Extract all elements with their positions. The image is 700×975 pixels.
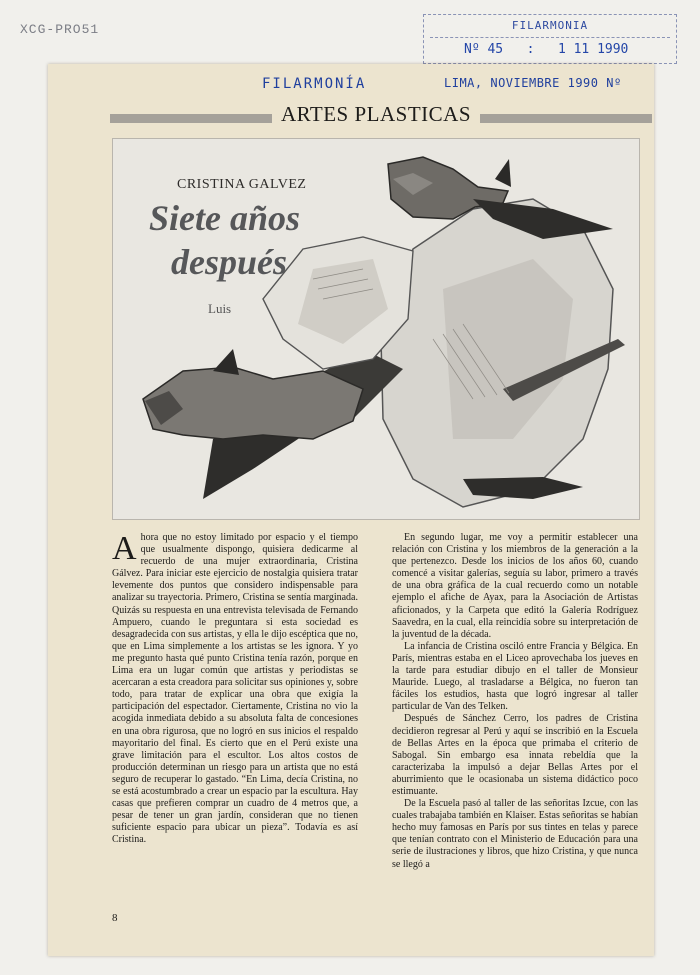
archive-stamp [423,14,677,64]
article-column-left [112,532,358,892]
artist-name: CRISTINA GALVEZ [177,177,307,192]
handwritten-place-date: LIMA, NOVIEMBRE 1990 Nº [444,76,622,90]
page-number: 8 [112,912,118,924]
paragraph: De la Escuela pasó al taller de las señoritas Izcue, con las cuales trabajaba también en Klaiser. Estas señoritas se habían hecho muy famosas en París por sus tintes en telas y parece que tenían contrato con el Ministerio de Educación para una serie de ilustraciones y libros, que hizo Cristina, y que nunca se llegó a [392,798,638,870]
paragraph: Después de Sánchez Cerro, los padres de Cristina decidieron regresar al Perú y aquí se inscribió en la Escuela de Bellas Artes en la época que primaba el criterio de Sabogal. Sin embargo esa innata rebeldía que la caracterizaba la impulsó a dejar Bellas Artes por el aburrimiento que le ocasionaba un sistema didáctico poco estimuante. [392,713,638,797]
paragraph: La infancia de Cristina osciló entre Francia y Bélgica. En París, mientras estaba en el Liceo aprovechaba los jueves en la tarde para estudiar dibujo en el taller de Monsieur Mauride. Luego, al trasladarse a Bélgica, no fueron tan fáciles los estudios, hasta que logró ingresar al taller particular de Van des Telken. [392,640,638,713]
handwritten-publication: FILARMONÍA [262,76,367,92]
stamp-values [464,42,628,57]
article-title-line1: Siete años [149,198,301,238]
stamp-publication: FILARMONIA [511,19,589,32]
archive-code: XCG-PRO51 [20,22,100,37]
stamp-separator: : [526,42,535,57]
paragraph-text: hora que no estoy limitado por espacio y el tiempo que usualmente dispongo, quisiera dedicarme al recuerdo de una mujer extraordinaria, Cristina Gálvez. Para iniciar este ejercicio de nostalgia quisiera tratar levemente dos puntos que considero indispensable para analizar su trayectoria. Primero, Cristina se sentía marginada. Quizás su respuesta en una entrevista televisada de Fernando Ampuero, cuando le preguntara si esta sociedad es desagradecida con sus artistas, y ella le dijo escéptica que no, que en Lima simplemente a los artistas se les ignora. Y yo me pregunto hasta qué punto Cristina tenía razón, porque en Lima era un lugar común que artistas y periodistas se acercaran a esta creadora para solicitar sus opiniones y, sobre todo, para tratar de explicar una obra que exigía la participación del espectador. Ciertamente, Cristina no vio la acogida inmediata debido a su absoluta falta de concesiones en una obra rigurosa, que no logró en sus inicios el respaldo mayoritario del final. Es cierto que en el Perú existe una grave limitación para el escultor. Los altos costos de producción determinan un riesgo para un artista que no está seguro de recuperar lo gastado. “En Lima, decía Cristina, no se está acostumbrado a crear un espacio par la escultura. Hay casas que prefieren comprar un cuadro de 4 metros que, a pesar de tener un gran jardín, consideran que no tienen suficiente espacio para ubicar un pieza”. Todavía es así Cristina. [112,532,358,846]
stamp-divider [430,37,670,38]
sculpture-illustration [112,138,640,520]
section-rule-left [110,114,272,123]
section-rule-right [480,114,652,123]
drop-cap: A [112,532,137,567]
stamp-date: 1 11 1990 [557,42,629,57]
stamp-issue: Nº 45 [464,42,504,57]
article-title-line2: después [171,242,287,282]
section-heading: ARTES PLASTICAS [280,102,472,126]
paragraph [112,532,358,846]
horse-rider-drawing [113,139,639,519]
magazine-page [48,64,654,956]
article-column-right [392,532,638,892]
paragraph: En segundo lugar, me voy a permitir establecer una relación con Cristina y los miembros de la generación a la que pertenezco. Desde los inicios de los años 60, cuando comencé a visitar galerías, seguía su labor, primero a través de una obra gráfica de la cual recuerdo como un notable ejemplo el afiche de Ayax, para la Asociación de Artistas aficionados, y la Carpeta que editó la Galería Rodríguez Saavedra, en la cual, ella reincidía sobre su interpretación de la juventud de la década. [392,532,638,640]
article-byline: Luis [208,301,232,316]
